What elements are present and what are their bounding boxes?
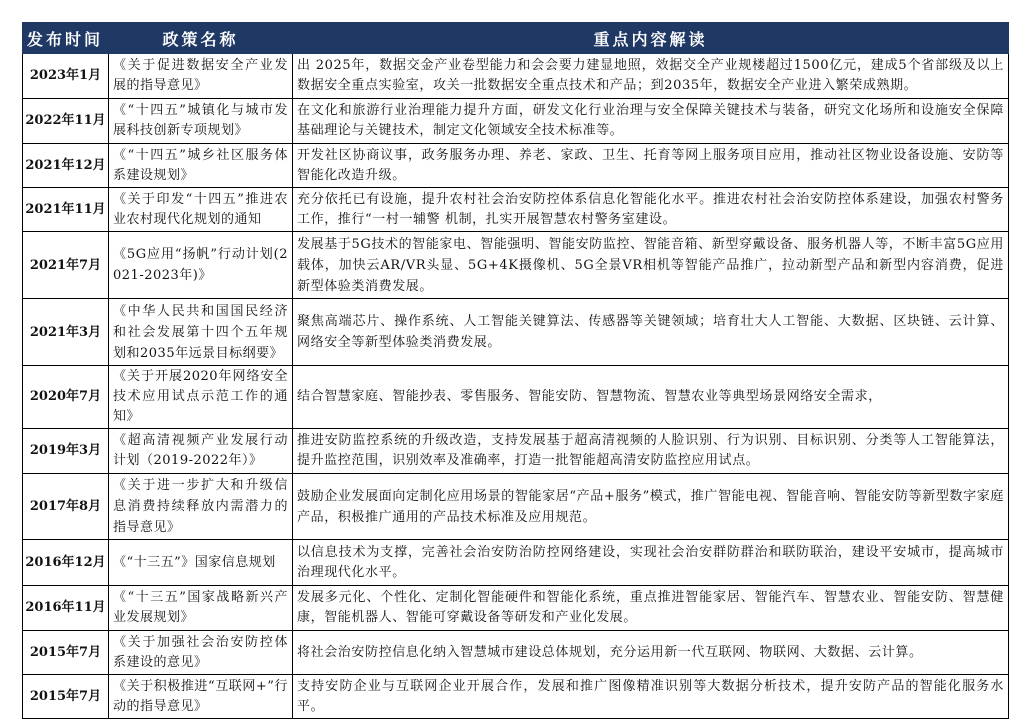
- row-content: 充分依托已有设施，提升农村社会治安防控体系信息化智能化水平。推进农村社会治安防控体系建设，加强农村警务工作，推行“一村一辅警 机制，扎实开展智慧农村警务室建设。: [293, 188, 1009, 232]
- row-content: 以信息技术为支撑，完善社会治安防治防控网络建设，实现社会治安群防群治和联防联治，建设平安城市，提高城市治理现代化水平。: [293, 540, 1009, 586]
- row-content: 在文化和旅游行业治理能力提升方面，研发文化行业治理与安全保障关键技术与装备，研究文化场所和设施安全保障基础理论与关键技术，制定文化领域安全技术标准等。: [293, 99, 1009, 144]
- table-row: [23, 429, 1009, 474]
- row-policy-name: 《“十三五”国家战略新兴产业发展规划》: [109, 586, 293, 631]
- table-row: [23, 99, 1009, 144]
- row-content: 发展多元化、个性化、定制化智能硬件和智能化系统，重点推进智能家居、智能汽车、智慧农业、智能安防、智慧健康，智能机器人、智能可穿戴设备等研发和产业化发展。: [293, 586, 1009, 631]
- row-date: 2022年11月: [23, 99, 109, 144]
- row-date: 2017年8月: [23, 474, 109, 540]
- row-policy-name: 《关于促进数据安全产业发展的指导意见》: [109, 54, 293, 99]
- table-row: [23, 188, 1009, 232]
- row-date: 2021年12月: [23, 144, 109, 188]
- row-policy-name: 《5G应用“扬帆”行动计划(2021-2023年)》: [109, 232, 293, 299]
- row-date: 2016年12月: [23, 540, 109, 586]
- header-date: 发布时间: [23, 23, 109, 54]
- table-header: [23, 23, 1009, 54]
- policy-table: [22, 22, 1009, 719]
- row-content: 支持安防企业与互联网企业开展合作，发展和推广图像精准识别等大数据分析技术，提升安防产品的智能化服务水平。: [293, 675, 1009, 719]
- row-content: 开发社区协商议事，政务服务办理、养老、家政、卫生、托育等网上服务项目应用，推动社区物业设备设施、安防等智能化改造升级。: [293, 144, 1009, 188]
- table-body: [23, 54, 1009, 719]
- row-date: 2019年3月: [23, 429, 109, 474]
- row-policy-name: 《中华人民共和国国民经济和社会发展第十四个五年规划和2035年远景目标纲要》: [109, 299, 293, 366]
- table-row: [23, 631, 1009, 675]
- table-row: [23, 474, 1009, 540]
- header-name: 政策名称: [109, 23, 293, 54]
- row-content: 推进安防监控系统的升级改造，支持发展基于超高清视频的人脸识别、行为识别、目标识别、分类等人工智能算法，提升监控范围，识别效率及准确率，打造一批智能超高清安防监控应用试点。: [293, 429, 1009, 474]
- table-row: [23, 540, 1009, 586]
- row-date: 2021年3月: [23, 299, 109, 366]
- row-content: 聚焦高端芯片、操作系统、人工智能关键算法、传感器等关键领域；培育壮大人工智能、大数据、区块链、云计算、网络安全等新型体验类消费发展。: [293, 299, 1009, 366]
- table-row: [23, 675, 1009, 719]
- table-row: [23, 232, 1009, 299]
- table-row: [23, 54, 1009, 99]
- row-policy-name: 《关于进一步扩大和升级信息消费持续释放内需潜力的指导意见》: [109, 474, 293, 540]
- table-row: [23, 366, 1009, 429]
- table-row: [23, 586, 1009, 631]
- table-row: [23, 299, 1009, 366]
- header-row: [23, 23, 1009, 54]
- row-content: 将社会治安防控信息化纳入智慧城市建设总体规划，充分运用新一代互联网、物联网、大数据、云计算。: [293, 631, 1009, 675]
- row-policy-name: 《超高清视频产业发展行动计划（2019-2022年）》: [109, 429, 293, 474]
- row-date: 2016年11月: [23, 586, 109, 631]
- row-policy-name: 《关于开展2020年网络安全技术应用试点示范工作的通知》: [109, 366, 293, 429]
- row-policy-name: 《“十四五”城乡社区服务体系建设规划》: [109, 144, 293, 188]
- row-date: 2015年7月: [23, 675, 109, 719]
- table-row: [23, 144, 1009, 188]
- row-date: 2020年7月: [23, 366, 109, 429]
- row-date: 2015年7月: [23, 631, 109, 675]
- row-content: 结合智慧家庭、智能抄表、零售服务、智能安防、智慧物流、智慧农业等典型场景网络安全需求，: [293, 366, 1009, 429]
- row-policy-name: 《关于积极推进“互联网+”行动的指导意见》: [109, 675, 293, 719]
- row-date: 2021年11月: [23, 188, 109, 232]
- row-policy-name: 《“十三五”》国家信息规划: [109, 540, 293, 586]
- row-content: 发展基于5G技术的智能家电、智能强明、智能安防监控、智能音箱、新型穿戴设备、服务机器人等，不断丰富5G应用载体，加快云AR/VR头显、5G+4K摄像机、5G全景VR相机等智能产品推广，拉动新型产品和新型内容消费，促进新型体验类消费发展。: [293, 232, 1009, 299]
- row-policy-name: 《“十四五”城镇化与城市发展科技创新专项规划》: [109, 99, 293, 144]
- row-content: 出 2025年，数据交金产业卷型能力和会会要力建显地照，效据交全产业规楼超过1500亿元，建成5个省部级及以上数据安全重点实验室，攻关一批数据安全重点技术和产品；到2035年，数据安全产业进入繁荣成熟期。: [293, 54, 1009, 99]
- row-policy-name: 《关于加强社会治安防控体系建设的意见》: [109, 631, 293, 675]
- row-policy-name: 《关于印发“十四五”推进农业农村现代化规划的通知: [109, 188, 293, 232]
- row-content: 鼓励企业发展面向定制化应用场景的智能家居“产品+服务”模式，推广智能电视、智能音响、智能安防等新型数字家庭产品，积极推广通用的产品技术标准及应用规范。: [293, 474, 1009, 540]
- row-date: 2021年7月: [23, 232, 109, 299]
- header-content: 重点内容解读: [293, 23, 1009, 54]
- row-date: 2023年1月: [23, 54, 109, 99]
